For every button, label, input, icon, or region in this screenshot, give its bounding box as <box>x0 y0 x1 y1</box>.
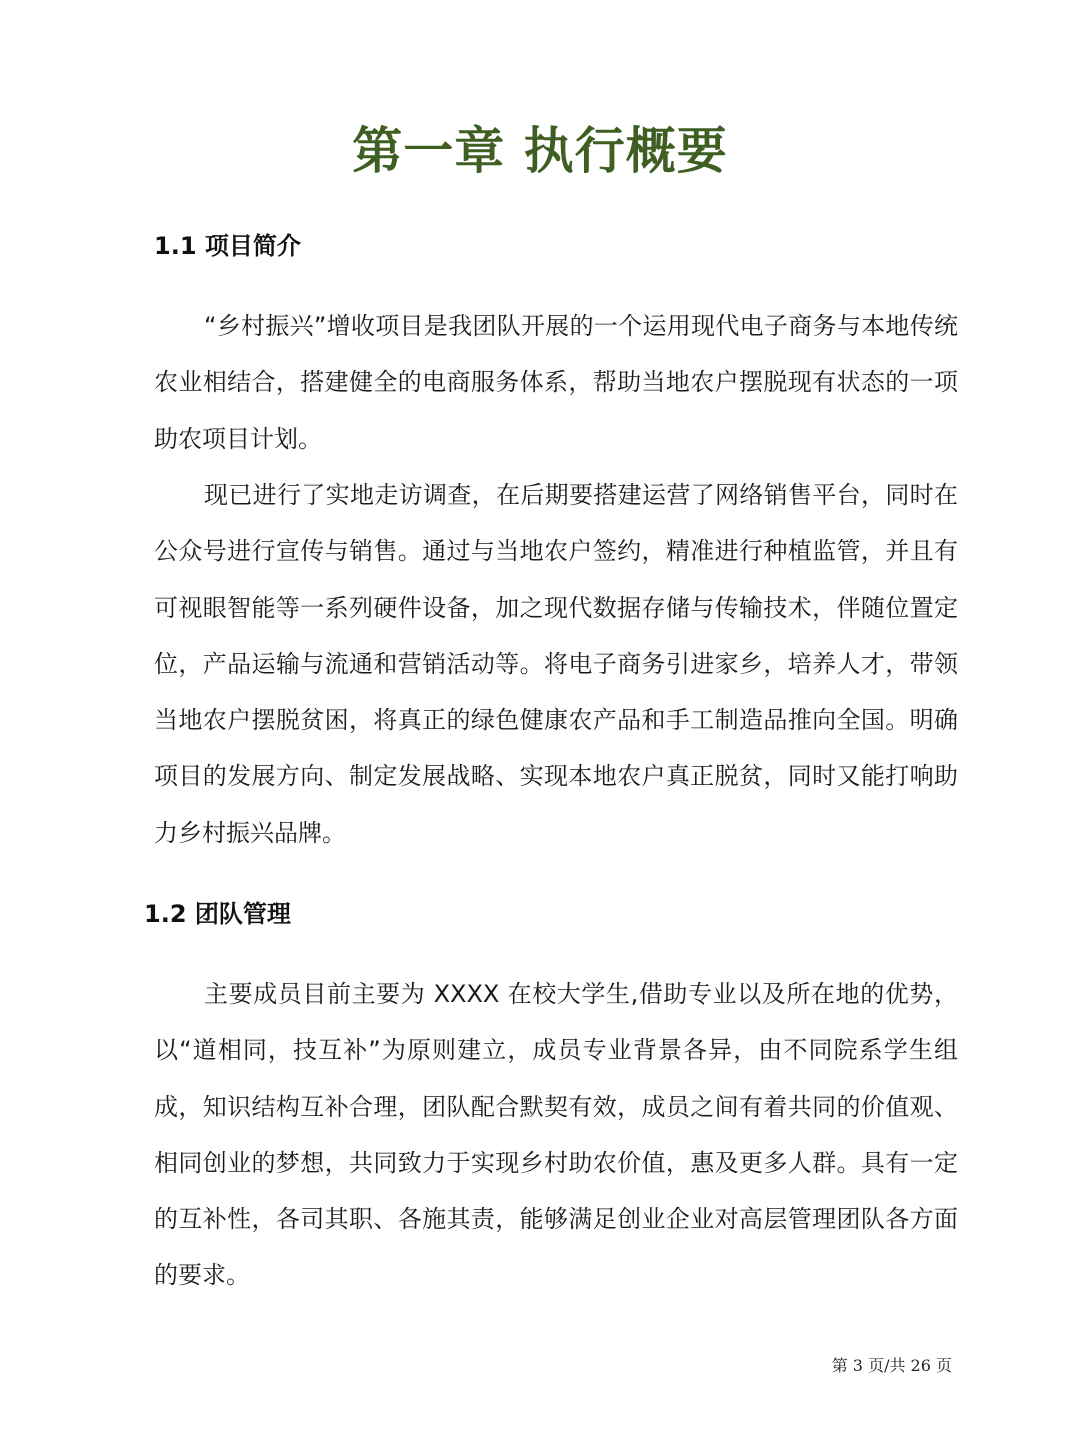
chapter-title: 第一章 执行概要 <box>352 122 728 180</box>
paragraph-project-intro-2: 现已进行了实地走访调查，在后期要搭建运营了网络销售平台，同时在公众号进行宣传与销售。通过与当地农户签约，精准进行种植监管，并且有可视眼智能等一系列硬件设备，加之现代数据存储与传输技术，伴随位置定位，产品运输与流通和营销活动等。将电子商务引进家乡，培养人才，带领当地农户摆脱贫困，将真正的绿色健康农产品和手工制造品推向全国。明确项目的发展方向、制定发展战略、实现本地农户真正脱贫，同时又能打响助力乡村振兴品牌。 <box>154 481 958 847</box>
paragraph-team-management: 主要成员目前主要为 XXXX 在校大学生,借助专业以及所在地的优势，以“道相同，技互补”为原则建立，成员专业背景各异，由不同院系学生组成，知识结构互补合理，团队配合默契有效，成员之间有着共同的价值观、相同创业的梦想，共同致力于实现乡村助农价值，惠及更多人群。具有一定的互补性，各司其职、各施其责，能够满足创业企业对高层管理团队各方面的要求。 <box>154 980 958 1290</box>
section-heading-team-management: 1.2 团队管理 <box>144 900 291 928</box>
section-heading-project-intro: 1.1 项目简介 <box>154 232 301 260</box>
page-number-footer: 第 3 页/共 26 页 <box>831 1356 952 1375</box>
paragraph-project-intro-1: “乡村振兴”增收项目是我团队开展的一个运用现代电子商务与本地传统农业相结合，搭建健全的电商服务体系，帮助当地农户摆脱现有状态的一项助农项目计划。 <box>154 312 958 453</box>
